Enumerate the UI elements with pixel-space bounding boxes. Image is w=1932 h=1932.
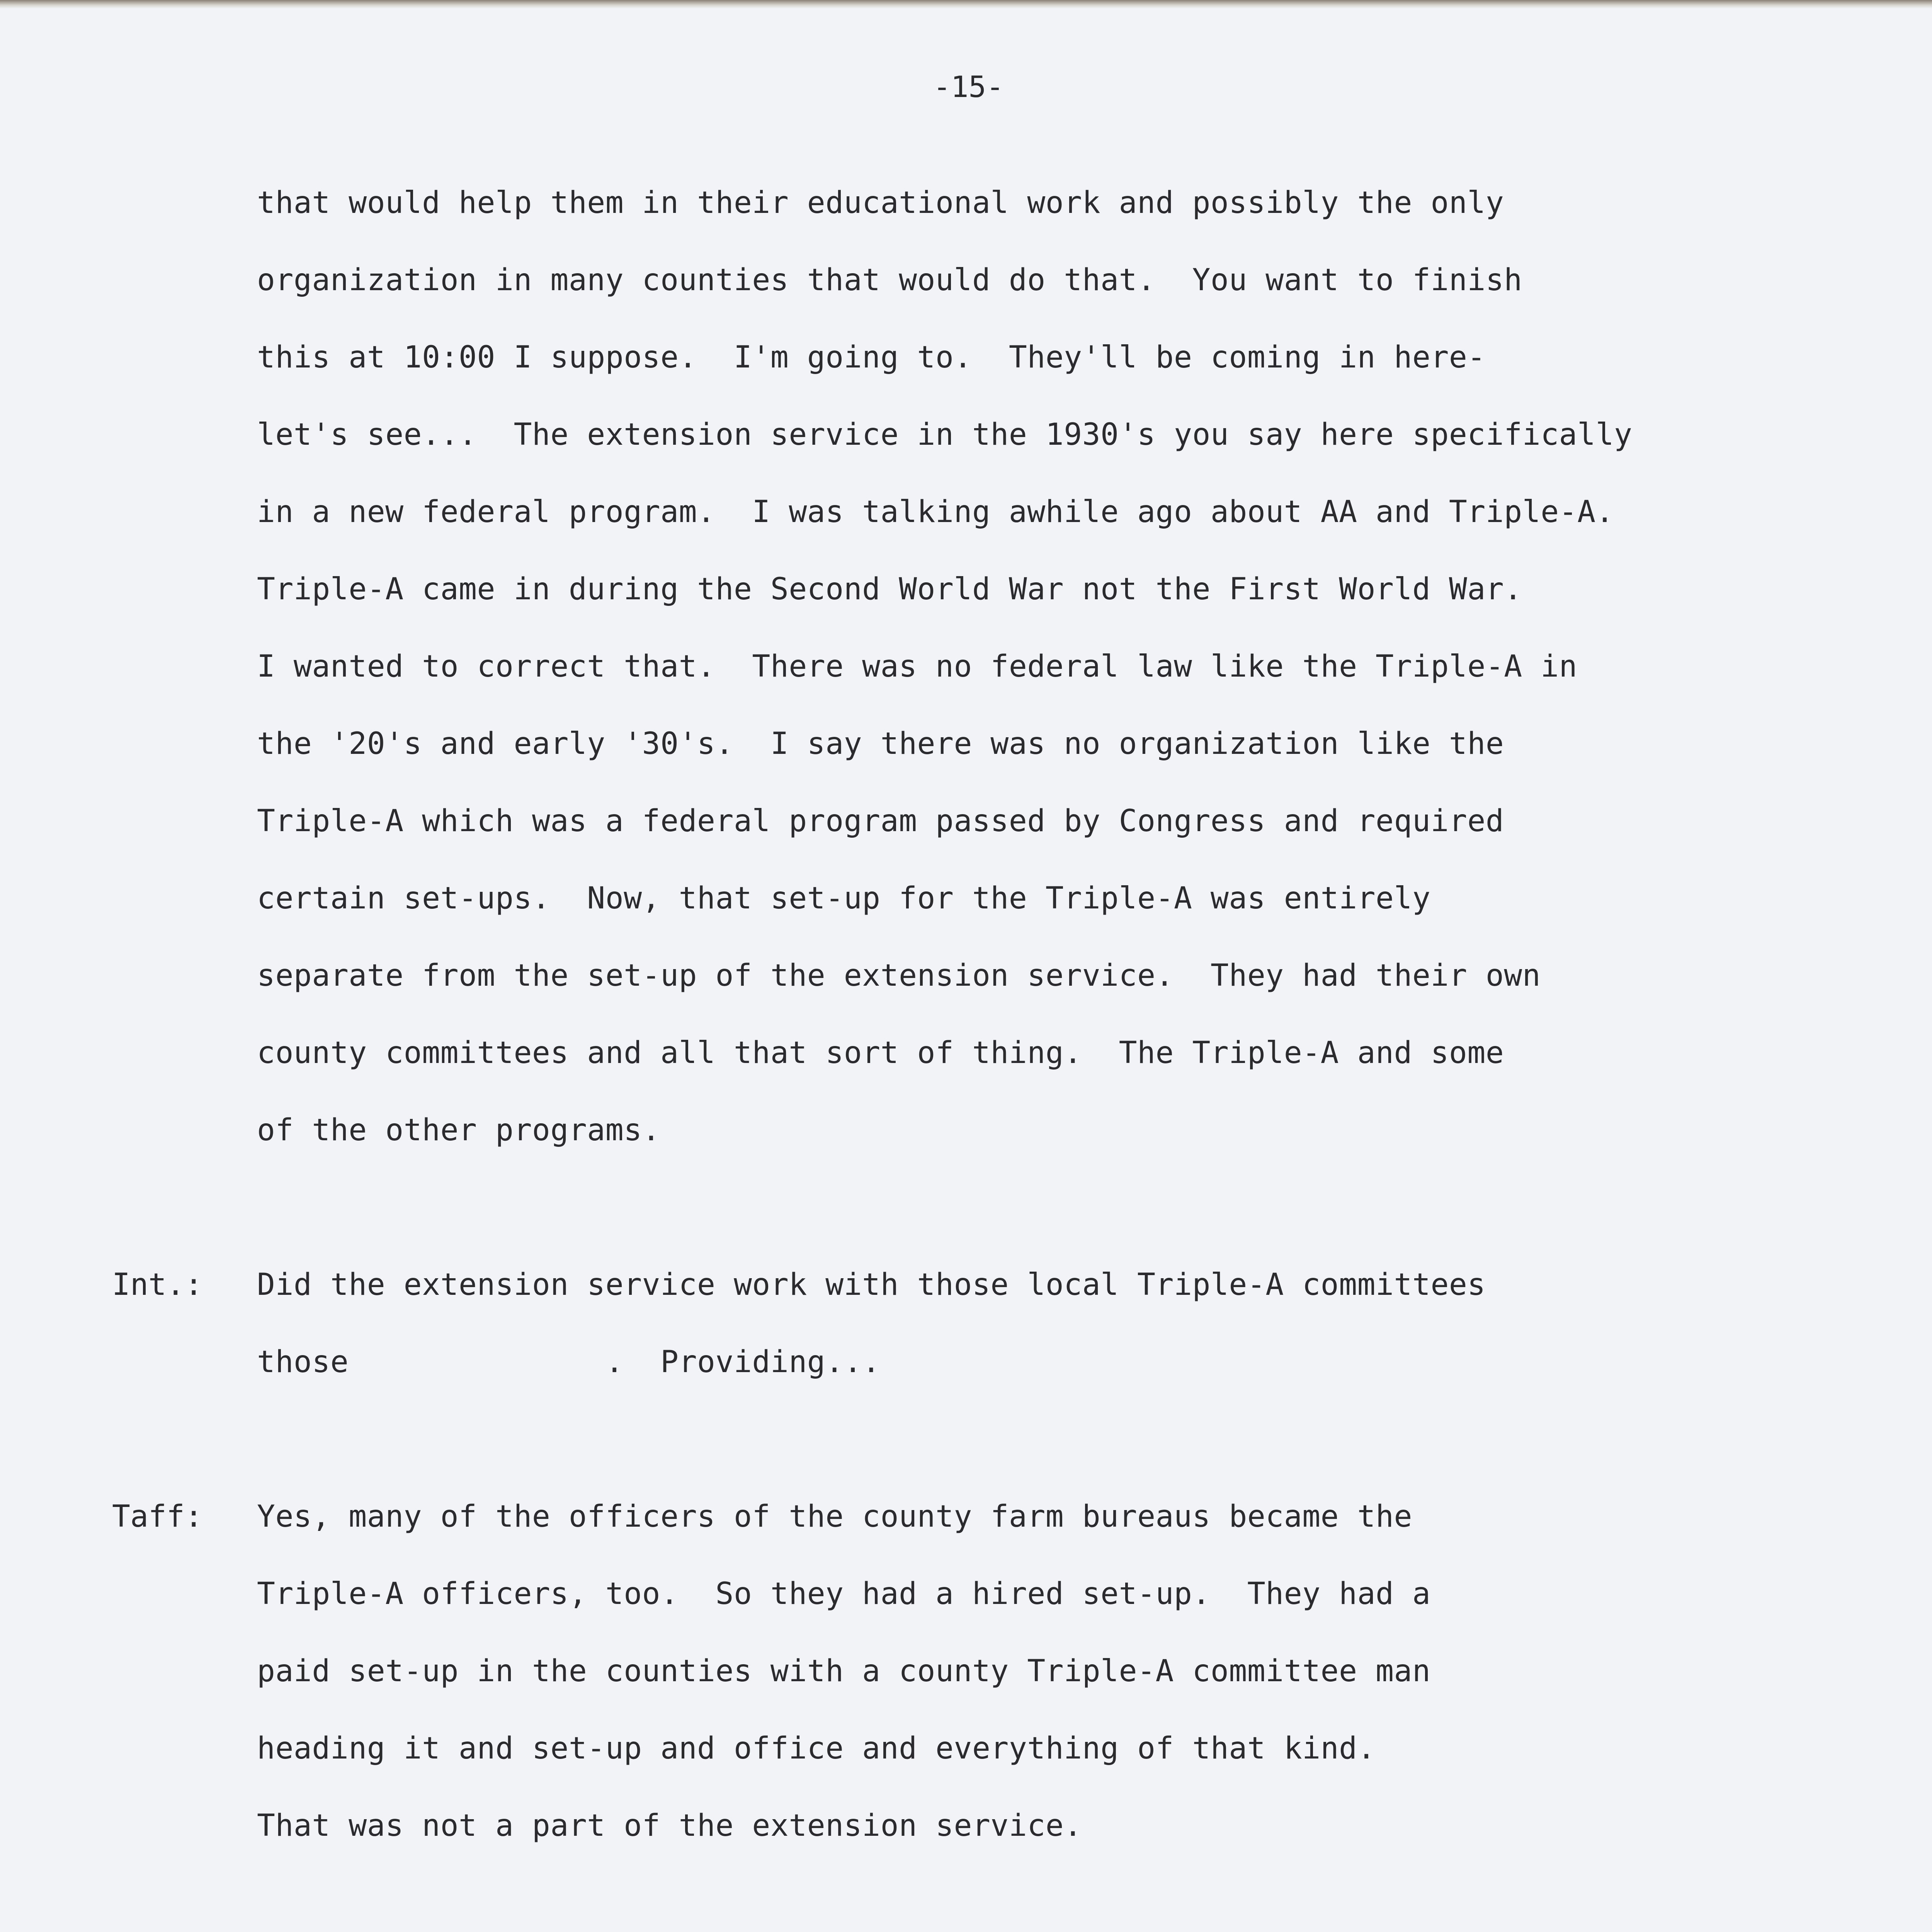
continuation-line: that would help them in their educational work and possibly the only [257,185,1504,220]
continuation-line: this at 10:00 I suppose. I'm going to. They'll be coming in here- [257,340,1486,375]
continuation-line: the '20's and early '30's. I say there was no organization like the [257,726,1504,761]
exchange-line: those . Providing... [257,1345,881,1379]
continuation-line: separate from the set-up of the extension service. They had their own [257,958,1541,993]
page-number: -15- [933,70,1004,104]
exchange-line: Yes, many of the officers of the county farm bureaus became the [257,1499,1412,1534]
scan-top-edge [0,0,1932,9]
continuation-line: I wanted to correct that. There was no federal law like the Triple-A in [257,649,1578,684]
speaker-label: Int.: [112,1267,203,1302]
exchange-line: paid set-up in the counties with a county Triple-A committee man [257,1654,1431,1689]
continuation-line: Triple-A which was a federal program passed by Congress and required [257,804,1504,838]
continuation-line: of the other programs. [257,1113,661,1148]
exchange-line: Triple-A officers, too. So they had a hired set-up. They had a [257,1577,1431,1611]
speaker-label: Taff: [112,1499,203,1534]
continuation-line: organization in many counties that would do that. You want to finish [257,263,1522,298]
exchange-line: heading it and set-up and office and everything of that kind. [257,1731,1376,1766]
continuation-line: let's see... The extension service in the 1930's you say here specifically [257,417,1633,452]
continuation-line: county committees and all that sort of thing. The Triple-A and some [257,1036,1504,1070]
exchange-line: Did the extension service work with those local Triple-A committees [257,1267,1486,1302]
continuation-line: certain set-ups. Now, that set-up for the Triple-A was entirely [257,881,1431,916]
continuation-line: in a new federal program. I was talking awhile ago about AA and Triple-A. [257,495,1614,529]
exchange-line: That was not a part of the extension service. [257,1808,1082,1843]
continuation-line: Triple-A came in during the Second World War not the First World War. [257,572,1522,607]
